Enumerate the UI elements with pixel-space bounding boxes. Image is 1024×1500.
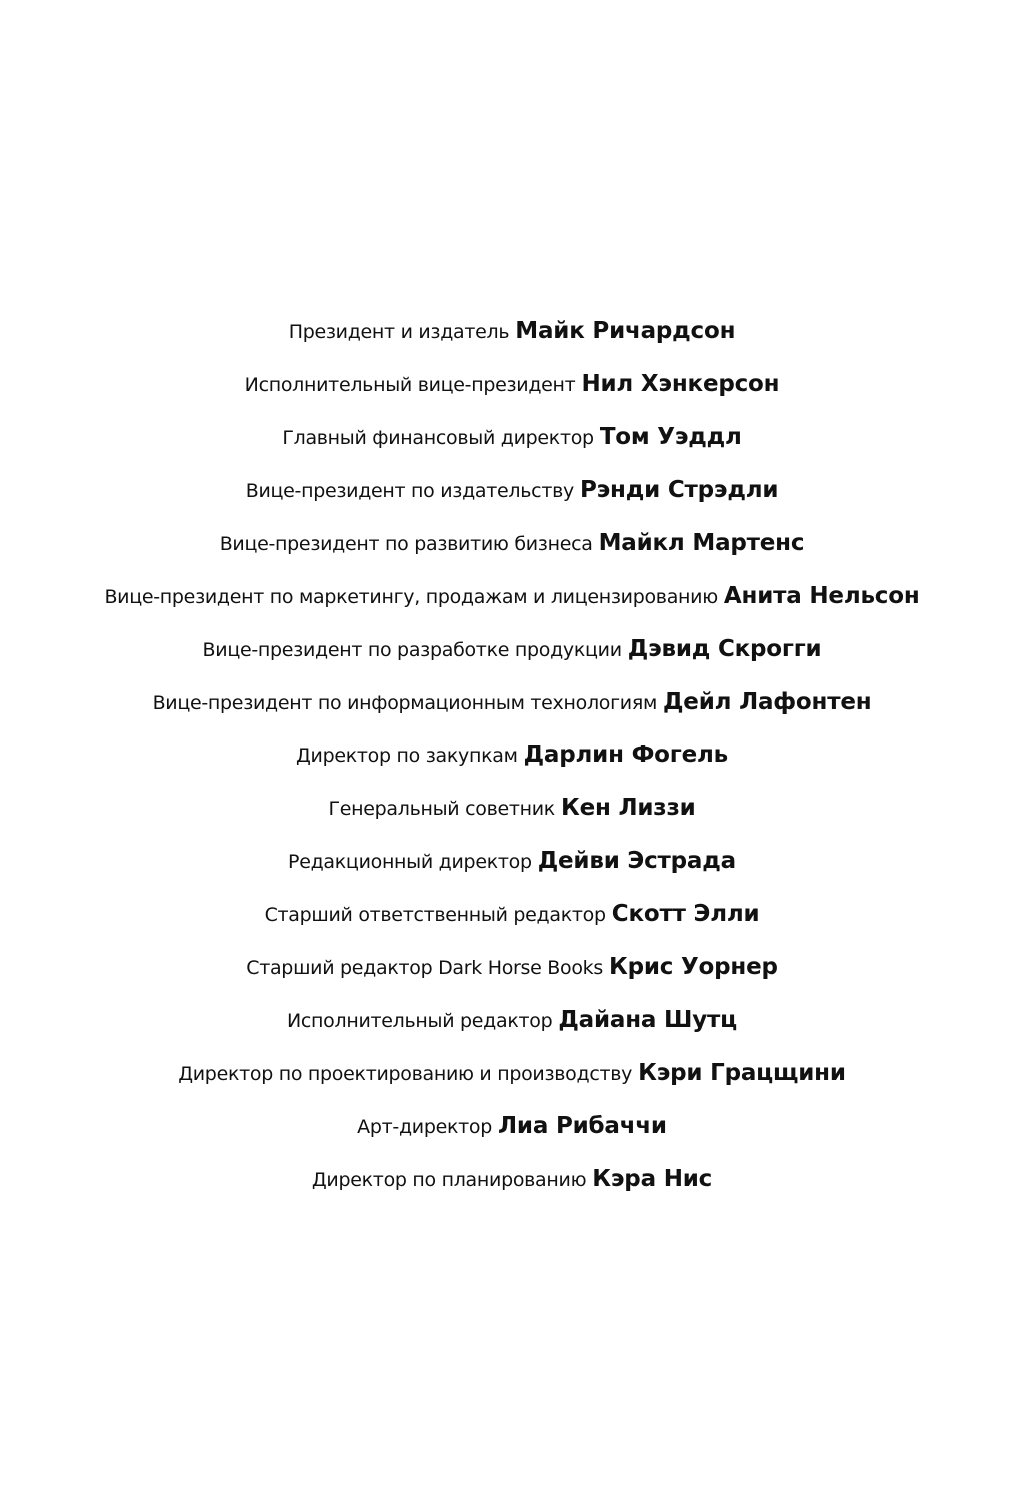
credit-role: Директор по планированию bbox=[311, 1169, 587, 1191]
credit-name: Дейл Лафонтен bbox=[663, 689, 872, 715]
credit-role: Главный финансовый директор bbox=[282, 427, 594, 449]
credit-line-vp-product-development bbox=[203, 630, 822, 683]
credit-line-executive-vp bbox=[245, 365, 780, 418]
credit-role: Вице-президент по маркетингу, продажам и лицензированию bbox=[104, 586, 718, 608]
credit-name: Кэра Нис bbox=[592, 1166, 713, 1192]
credit-name: Кэри Грацщини bbox=[638, 1060, 846, 1086]
credit-name: Рэнди Стрэдли bbox=[579, 477, 779, 503]
credit-line-president bbox=[289, 312, 736, 365]
credit-line-vp-it bbox=[153, 683, 872, 736]
credit-role: Арт-директор bbox=[357, 1116, 493, 1138]
credit-name: Скотт Элли bbox=[611, 901, 760, 927]
credit-line-cfo bbox=[282, 418, 741, 471]
credit-name: Дарлин Фогель bbox=[523, 742, 728, 768]
credit-role: Директор по закупкам bbox=[296, 745, 518, 767]
credit-name: Крис Уорнер bbox=[608, 954, 778, 980]
credit-role: Вице-президент по информационным технологиям bbox=[152, 692, 658, 714]
credit-line-vp-marketing bbox=[104, 577, 919, 630]
credit-name: Анита Нельсон bbox=[723, 583, 920, 609]
credit-role: Вице-президент по разработке продукции bbox=[202, 639, 622, 661]
credit-name: Дайана Шутц bbox=[558, 1007, 738, 1033]
credit-line-senior-managing-editor bbox=[265, 895, 760, 948]
credit-role: Вице-президент по развитию бизнеса bbox=[219, 533, 593, 555]
credit-line-vp-business-development bbox=[220, 524, 805, 577]
credit-line-executive-editor bbox=[287, 1001, 737, 1054]
credit-role: Редакционный директор bbox=[288, 851, 532, 873]
credit-role: Исполнительный редактор bbox=[286, 1010, 553, 1032]
credit-name: Майкл Мартенс bbox=[598, 530, 805, 556]
credit-role: Старший редактор Dark Horse Books bbox=[246, 957, 603, 979]
credit-role: Генеральный советник bbox=[328, 798, 555, 820]
credits-list bbox=[0, 312, 1024, 1213]
credit-line-purchasing-director bbox=[296, 736, 728, 789]
credit-role: Старший ответственный редактор bbox=[264, 904, 606, 926]
credit-role: Президент и издатель bbox=[288, 321, 510, 343]
credit-name: Кен Лиззи bbox=[560, 795, 696, 821]
credit-line-art-director bbox=[357, 1107, 667, 1160]
credit-name: Майк Ричардсон bbox=[515, 318, 736, 344]
credit-role: Директор по проектированию и производству bbox=[178, 1063, 633, 1085]
credit-line-scheduling-director bbox=[312, 1160, 712, 1213]
credit-name: Том Уэддл bbox=[599, 424, 742, 450]
credit-line-general-counsel bbox=[328, 789, 695, 842]
credit-name: Лиа Рибаччи bbox=[498, 1113, 667, 1139]
credit-name: Нил Хэнкерсон bbox=[581, 371, 780, 397]
credit-role: Исполнительный вице-президент bbox=[244, 374, 576, 396]
credit-name: Дэвид Скрогги bbox=[627, 636, 822, 662]
credit-role: Вице-президент по издательству bbox=[245, 480, 574, 502]
credit-name: Дейви Эстрада bbox=[537, 848, 736, 874]
credit-line-design-production-director bbox=[178, 1054, 846, 1107]
credit-line-editorial-director bbox=[288, 842, 736, 895]
credit-line-vp-publishing bbox=[246, 471, 779, 524]
credit-line-senior-books-editor bbox=[246, 948, 778, 1001]
